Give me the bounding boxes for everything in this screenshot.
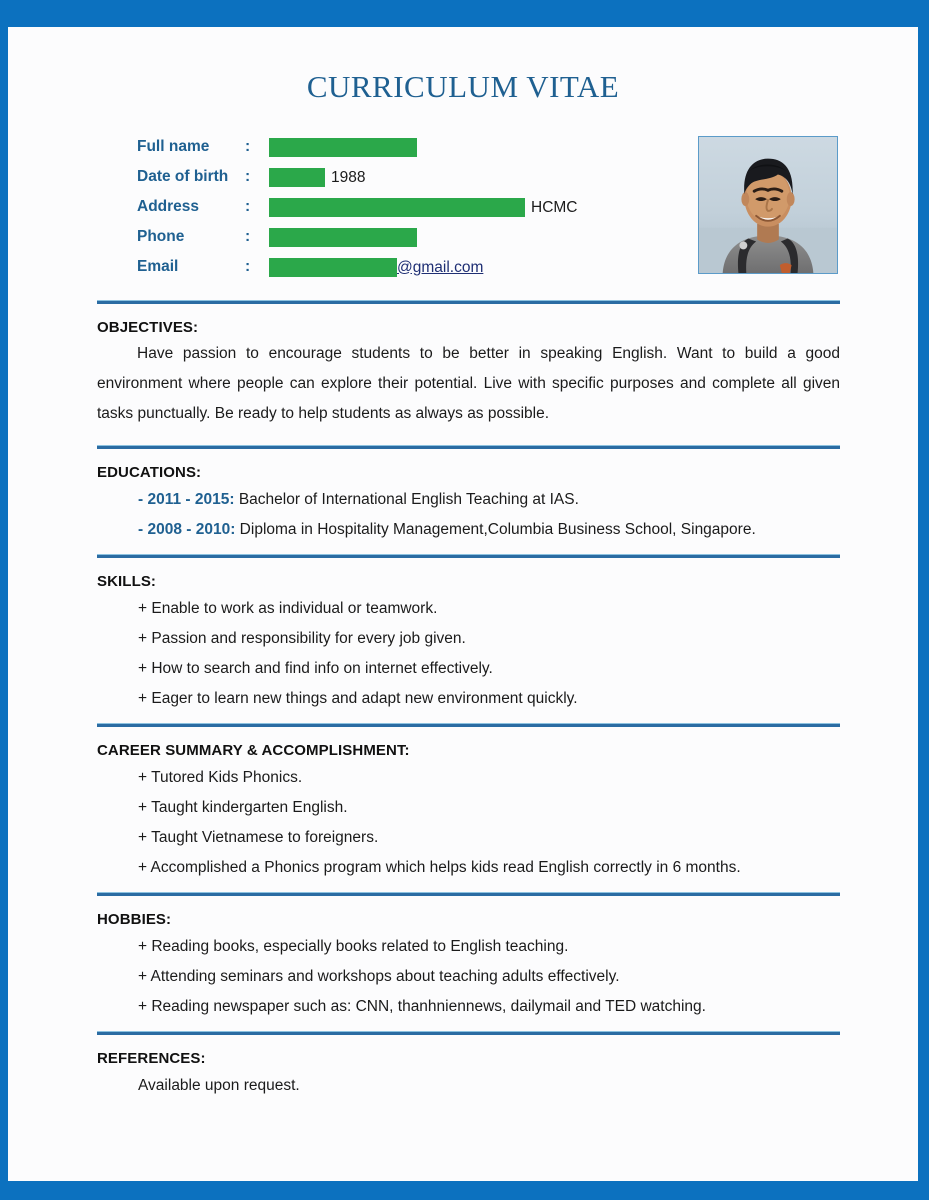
hobby-item: + Reading books, especially books related to English teaching. (138, 938, 569, 955)
spacer (8, 545, 918, 554)
career-item: + Accomplished a Phonics program which helps kids read English correctly in 6 months. (138, 859, 741, 876)
info-colon: : (245, 168, 251, 185)
info-label: Full name (137, 138, 210, 155)
career-item: + Tutored Kids Phonics. (138, 769, 303, 786)
info-label: Date of birth (137, 168, 229, 185)
redaction-bar (269, 138, 417, 157)
info-row (137, 222, 677, 252)
identity-block (8, 132, 918, 300)
section-heading-objectives: OBJECTIVES: (97, 319, 199, 336)
info-value (269, 162, 677, 192)
info-suffix: HCMC (531, 198, 578, 216)
section-hobbies (8, 911, 918, 1022)
info-colon: : (245, 258, 251, 275)
career-summary-list (97, 763, 840, 883)
section-divider (97, 300, 840, 304)
personal-info-rows (137, 132, 677, 282)
portrait-photo-icon (699, 137, 837, 273)
objectives-body: Have passion to encourage students to be better in speaking English. Want to build a good environment where people can explore their potential. Live with specific purposes and complete all given tasks punctually. Be ready to help students as always as possible. (97, 345, 840, 422)
redaction-bar (269, 258, 397, 277)
section-divider (97, 723, 840, 727)
skill-item: + Passion and responsibility for every job given. (138, 630, 466, 647)
info-colon: : (245, 138, 251, 155)
hobbies-list (97, 932, 840, 1022)
info-value (269, 192, 677, 222)
hobby-item: + Reading newspaper such as: CNN, thanhniennews, dailymail and TED watching. (138, 998, 706, 1015)
section-educations (8, 464, 918, 545)
info-label: Email (137, 258, 179, 275)
info-row (137, 132, 677, 162)
educations-list (97, 485, 840, 545)
info-label: Address (137, 198, 200, 215)
info-value (269, 252, 677, 282)
redaction-bar (269, 228, 417, 247)
personal-info-table (137, 132, 677, 282)
skill-item: + How to search and find info on internet effectively. (138, 660, 493, 677)
section-divider (97, 554, 840, 558)
section-heading-skills: SKILLS: (97, 573, 157, 590)
info-label: Phone (137, 228, 185, 245)
info-colon: : (245, 228, 251, 245)
education-date: - 2011 - 2015: (138, 491, 235, 508)
avatar (698, 136, 838, 274)
section-heading-career-summary: CAREER SUMMARY & ACCOMPLISHMENT: (97, 742, 410, 759)
skill-item: + Enable to work as individual or teamwork. (138, 600, 438, 617)
education-text: Bachelor of International English Teaching at IAS. (234, 491, 579, 508)
page-title: CURRICULUM VITAE (306, 69, 620, 104)
hobby-item: + Attending seminars and workshops about teaching adults effectively. (138, 968, 620, 985)
info-row (137, 192, 677, 222)
redaction-bar (269, 168, 325, 187)
section-objectives (8, 319, 918, 429)
career-item: + Taught kindergarten English. (138, 799, 348, 816)
spacer (8, 714, 918, 723)
section-heading-references: REFERENCES: (97, 1050, 206, 1067)
info-row (137, 162, 677, 192)
info-suffix: 1988 (331, 168, 366, 186)
skills-list (97, 594, 840, 714)
education-item (138, 485, 840, 515)
spacer (8, 1022, 918, 1031)
cv-sheet (8, 27, 918, 1181)
skill-item: + Eager to learn new things and adapt new environment quickly. (138, 690, 578, 707)
info-colon: : (245, 198, 251, 215)
section-divider (97, 1031, 840, 1035)
info-value (269, 222, 677, 252)
references-body: Available upon request. (138, 1077, 300, 1094)
redaction-bar (269, 198, 525, 217)
education-date: - 2008 - 2010: (138, 521, 236, 538)
email-domain-link[interactable]: @gmail.com (397, 258, 484, 276)
section-divider (97, 892, 840, 896)
education-text: Diploma in Hospitality Management,Columbia Business School, Singapore. (235, 521, 756, 538)
section-divider (97, 445, 840, 449)
education-item (138, 515, 840, 545)
section-career-summary (8, 742, 918, 883)
section-references (8, 1050, 918, 1101)
section-skills (8, 573, 918, 714)
section-heading-hobbies: HOBBIES: (97, 911, 172, 928)
spacer (8, 429, 918, 445)
section-heading-educations: EDUCATIONS: (97, 464, 202, 481)
spacer (8, 883, 918, 892)
info-row (137, 252, 677, 282)
career-item: + Taught Vietnamese to foreigners. (138, 829, 379, 846)
info-value (269, 132, 677, 162)
